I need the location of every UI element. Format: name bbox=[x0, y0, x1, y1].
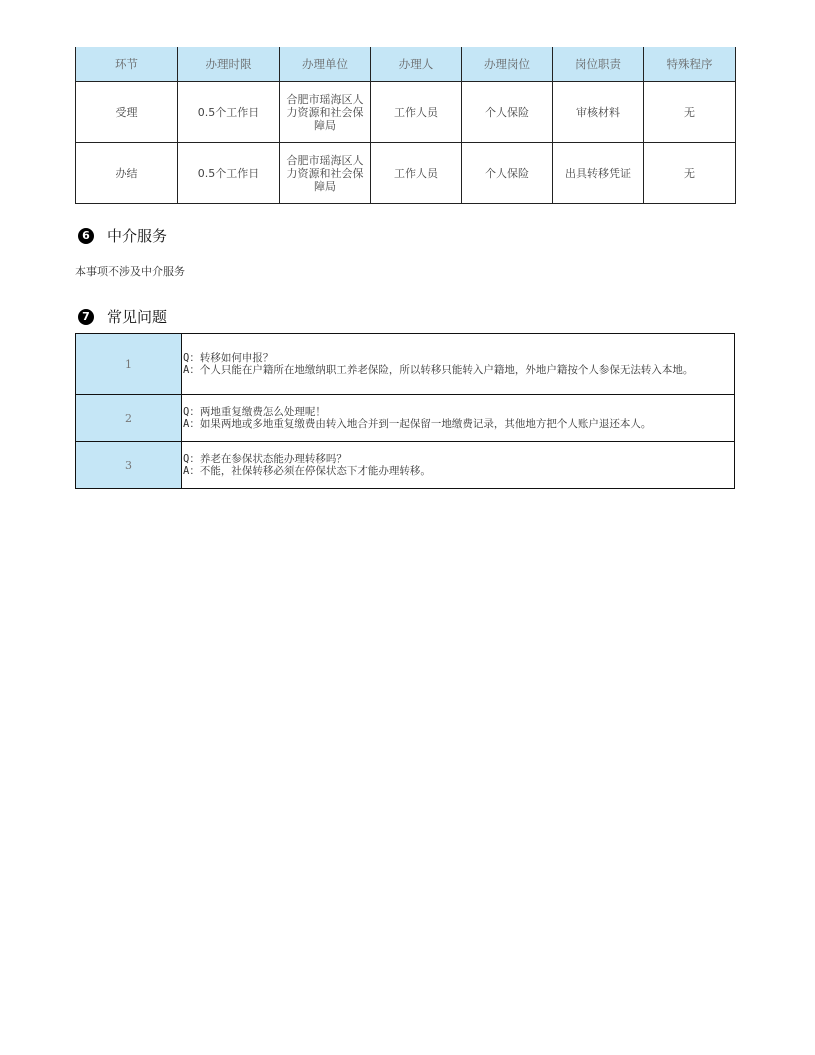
cell-duty: 审核材料 bbox=[553, 82, 644, 143]
cell-special: 无 bbox=[644, 143, 736, 204]
number-six-icon: 6 bbox=[78, 228, 94, 244]
faq-number: 3 bbox=[76, 442, 182, 489]
header-special: 特殊程序 bbox=[644, 47, 736, 82]
faq-table bbox=[75, 333, 735, 489]
faq-question: Q：转移如何申报？ bbox=[183, 351, 274, 364]
faq-answer: A：个人只能在户籍所在地缴纳职工养老保险，所以转移只能转入户籍地，外地户籍按个人参保无法转入本地。 bbox=[183, 364, 694, 376]
faq-number: 1 bbox=[76, 334, 182, 395]
intermediary-text: 本事项不涉及中介服务 bbox=[75, 265, 185, 278]
header-post: 办理岗位 bbox=[462, 47, 553, 82]
cell-unit: 合肥市瑶海区人力资源和社会保障局 bbox=[280, 143, 371, 204]
table-row bbox=[76, 143, 736, 204]
header-unit: 办理单位 bbox=[280, 47, 371, 82]
faq-qa bbox=[182, 442, 735, 489]
cell-handler: 工作人员 bbox=[371, 143, 462, 204]
cell-time-limit: 0.5个工作日 bbox=[178, 82, 280, 143]
faq-number: 2 bbox=[76, 395, 182, 442]
table-row bbox=[76, 82, 736, 143]
cell-duty: 出具转移凭证 bbox=[553, 143, 644, 204]
process-table-header bbox=[76, 47, 736, 82]
header-duty: 岗位职责 bbox=[553, 47, 644, 82]
cell-post: 个人保险 bbox=[462, 143, 553, 204]
cell-stage: 受理 bbox=[76, 82, 178, 143]
intermediary-title: 中介服务 bbox=[107, 227, 168, 245]
header-handler: 办理人 bbox=[371, 47, 462, 82]
header-stage: 环节 bbox=[76, 47, 178, 82]
cell-post: 个人保险 bbox=[462, 82, 553, 143]
faq-answer: A：不能，社保转移必须在停保状态下才能办理转移。 bbox=[183, 465, 431, 477]
faq-answer: A：如果两地或多地重复缴费由转入地合并到一起保留一地缴费记录，其他地方把个人账户退还本人。 bbox=[183, 418, 652, 430]
cell-special: 无 bbox=[644, 82, 736, 143]
faq-row bbox=[76, 442, 735, 489]
faq-row bbox=[76, 334, 735, 395]
process-table bbox=[75, 47, 736, 204]
number-seven-icon: 7 bbox=[78, 309, 94, 325]
cell-unit: 合肥市瑶海区人力资源和社会保障局 bbox=[280, 82, 371, 143]
faq-qa bbox=[182, 334, 735, 395]
faq-row bbox=[76, 395, 735, 442]
faq-heading bbox=[78, 306, 167, 327]
intermediary-heading bbox=[78, 225, 167, 246]
cell-time-limit: 0.5个工作日 bbox=[178, 143, 280, 204]
faq-qa bbox=[182, 395, 735, 442]
cell-handler: 工作人员 bbox=[371, 82, 462, 143]
faq-title: 常见问题 bbox=[107, 308, 168, 326]
faq-question: Q：养老在参保状态能办理转移吗？ bbox=[183, 452, 347, 465]
cell-stage: 办结 bbox=[76, 143, 178, 204]
faq-question: Q：两地重复缴费怎么处理呢！ bbox=[183, 405, 326, 418]
header-time-limit: 办理时限 bbox=[178, 47, 280, 82]
